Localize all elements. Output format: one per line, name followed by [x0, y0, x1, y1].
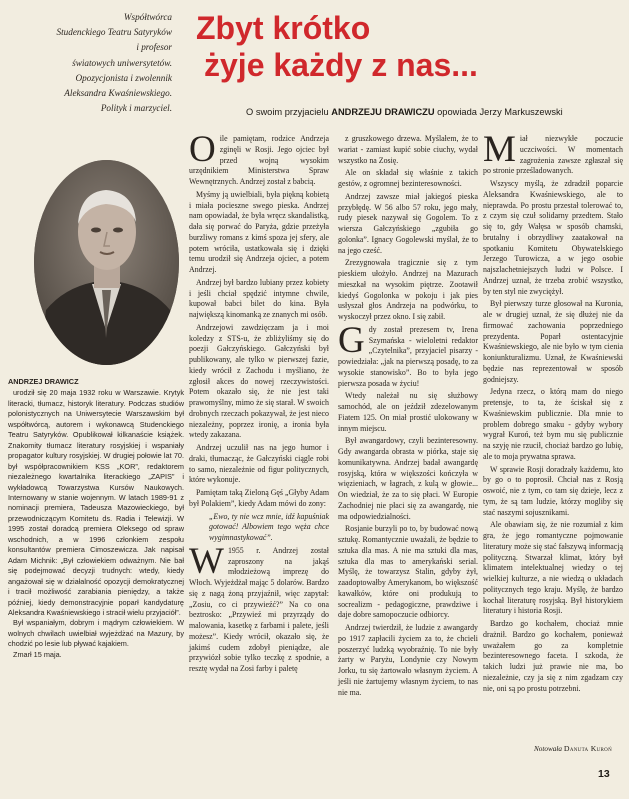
article-paragraph: z gruszkowego drzewa. Myślałem, że to wariat - zamiast kupić sobie ciuchy, wydał wszystko na Zosię. — [338, 134, 478, 165]
article-subtitle — [246, 107, 618, 117]
subtitle-pre: O swoim przyjacielu — [246, 107, 332, 117]
caption-line: Polityk i marzyciel. — [100, 103, 172, 114]
caption-line: Aleksandra Kwaśniewskiego. — [64, 88, 172, 99]
article-paragraph: Bardzo go kochałem, chociaż mnie drażnił. Bardzo go kochałem, ponieważ uważałem go za kompletnie bezinteresownego faceta. I szkoda, że takich ludzi już prawie nie ma, bo niezależnie, czy ja się z nim zgadzam czy nie, oni są po prostu potrzebni. — [483, 619, 623, 693]
bio-name: ANDRZEJ DRAWICZ — [8, 377, 79, 386]
article-paragraph: Oile pamiętam, rodzice Andrzeja zginęli w Rosji. Jego ojciec był przed wojną wysokim urzędnikiem Ministerstwa Spraw Wewnętrznych. Andrzej został z babcią. — [189, 129, 329, 186]
subtitle-name: ANDRZEJU DRAWICZU — [331, 107, 435, 117]
article-paragraph: Andrzej uczulił nas na jego humor i draki, tłumacząc, że Gałczyński ciągle robi to samo, niezależnie od figur politycznych, które wykonuje. — [189, 443, 329, 485]
biography-box — [8, 377, 184, 660]
article-paragraph: Andrzej zawsze miał jakiegoś pieska przybłędę. W 56 albo 57 roku, jego mały, rudy piesek nazywał się Gogolem. To z wiersza Gałczyńskiego „zgubiła go golonka”. Ignacy Gogolewski myślał, że to na jego cześć. — [338, 191, 478, 255]
caption-line: Studenckiego Teatru Satyryków — [56, 27, 172, 38]
page-number: 13 — [598, 768, 610, 780]
bio-paragraph: urodził się 20 maja 1932 roku w Warszawie. Krytyk literacki, tłumacz, historyk literatury. Podczas studiów polonistycznych na Uniwersytecie Warszawskim był współtwórcą, autorem i wykonawcą Studenckiego Teatru Satyryków. Opublikował kilkanaście książek. Znakomity tłumacz literatury rosyjskiej i wspaniały propagator kultury rosyjskiej. W drugiej połowie lat 70. był współpracownikiem KSS „KOR”, redaktorem niezależnego kwartalnika literackiego „ZAPIS” i wykładowcą Towarzystwa Kursów Naukowych. Internowany w stanie wojennym. W latach 1989-91 z nominacji premiera, Tadeusza Mazowieckiego, był przewodniczącym Komitetu ds. Radia i Telewizji. W 1995 został doradcą premiera Oleksego od spraw wschodnich, a w 1996 członkiem zespołu konsultantów premiera Cimoszewicza. Jak napisał Adam Michnik: „Był człowiekiem odważnym. Nie bał się podejmować decyzji trudnych: wtedy, kiedy angażował się w działalność opozycji demokratycznej i tracił możliwość zarabiania pieniędzy, a także później, kiedy demonstracyjnie poparł kandydaturę Aleksandra Kwaśniewskiego i stracił wielu przyjaciół”. — [8, 388, 184, 617]
article-paragraph: Wszyscy myślą, że zdradził poparcie Aleksandra Kwaśniewskiego, ale to nieprawda. Po prostu przestał tolerować to, z czym się czuł solidarny przedtem. Stało się to, gdy Wałęsa w sposób chamski, brutalny i obrzydliwy zaatakował na spotkaniu Komitetu Obywatelskiego Jerzego Turowicza, a w jego osobie najszlachetniejszych ludzi w Polsce. I Andrzej uznał, że trzeba zrobić wszystko, by ten styl nie zwyciężył. — [483, 179, 623, 296]
article-column-3 — [483, 129, 623, 696]
caption-line: i profesor — [136, 42, 172, 53]
article-column-1 — [189, 129, 330, 677]
caption-line: Opozycjonista i zwolennik — [75, 72, 172, 83]
article-paragraph: Zrezygnowała tragicznie się z tym pieskiem ułożyło. Andrzej na Mazurach mieszkał na wysokim piętrze. Zootawił kiedyś Gogolonka w pokoju i jak pies usłyszał głos Andrzeja na podwórku, to wyskoczył przez okno. I się zabił. — [338, 258, 478, 321]
article-title — [196, 10, 496, 84]
article-paragraph: Jedyna rzecz, o którą mam do niego pretensje, to ta, że ściskał się z Kwaśniewskim publicznie. Dla mnie to problem dobrego smaku - gdyby wybory wygrał Kuroń, też bym mu się publicznie na szyję nie rzucił, chociaż bardzo go lubię, ale to moja prywatna sprawa. — [483, 387, 623, 461]
credit-name: Danuta Kuroń — [563, 744, 612, 753]
article-paragraph: Gdy został prezesem tv, Irena Szymańska - wieloletni redaktor „Czytelnika”, przyjaciel pisarzy - powiedziała: „jak na pierwszą posadę, to za wysokie stanowisko”. Bo to była jego pierwsza posada w życiu! — [338, 319, 478, 388]
article-paragraph: Andrzejowi zawdzięczam ja i moi koledzy z STS-u, że zbliżyliśmy się do poezji Gałczyńskiego. Gałczyński był publikowany, ale tylko w pierwszej fazie, kiedy wrócił z Zachodu i myśliano, że zgłosił akces do nowej rzeczywistości. Potem okazało się, że nie jest taki prawomyślny, mimo że się starał. W swoich drobnych rzeczach pokazywał, że jest nieco niezależny, poprzez ironię, a ironia była wtedy zakazana. — [189, 322, 329, 440]
article-paragraph: Ale on składał się właśnie z takich gestów, z ogromnej bezinteresowności. — [338, 168, 478, 188]
article-paragraph: W sprawie Rosji doradzały każdemu, kto by go o to poprosił. Chciał nas z Rosją oswoić, nie z tym, co tam się dzieje, lecz z tym, że są tam ludzie, którzy mogliby się stać naszymi sojusznikami. — [483, 464, 623, 517]
article-paragraph: Ale obawiam się, że nie rozumiał z kim gra, że jego romantyczne pojmowanie literatury może się stać fałszywą informacją polityczną. Stwarzał klimat, który był klimatem intelektualnej wiedzy o tej wielkiej kulturze, a nie wiedzą o układach politycznych tego kraju. Myślę, że bardzo kochał literaturę rosyjską. Był historykiem literatury i historia Rosji. — [483, 520, 623, 616]
article-paragraph: Andrzej był bardzo lubiany przez kobiety i jeśli chciał spędzić intymne chwile, kupował babci bilet do kina. Była największą kinomanką ze znanych mi osób. — [189, 277, 329, 319]
article-paragraph: Był awangardowy, czyli bezinteresowny. Gdy awangarda obrasta w piórka, staje się komunikatywna. Andrzej badał awangardę rosyjską, która w większości kończyła w więzieniach, w łagrach, z kulą w głowie... On wiedział, że za to się płaci. W Europie Zachodniej nie płaci się za awangardę, nie ma odpowiedzialności. — [338, 436, 478, 521]
subtitle-post: opowiada Jerzy Markuszewski — [434, 107, 563, 117]
author-credit — [476, 744, 612, 753]
title-line: żyje każdy z nas... — [204, 47, 478, 83]
title-line: Zbyt krótko — [196, 10, 371, 46]
article-paragraph: Pamiętam taką Zieloną Gęś „Głyby Adam był Polakiem”, kiedy Adam mówi do zony: — [189, 488, 330, 508]
article-paragraph: W1955 r. Andrzej został zaproszony na jakąś młodzieżową imprezę do Włoch. Wyjeżdżał mając 5 dolarów. Bardzo się z nagą żoną przyjaźnił, więc zapytał: „Zosiu, co ci przywieźć?” Na co ona beztrosko: „Przywieź mi przyrządy do malowania, kasetkę z farbami i palete, jeśli możesz”. Kiedy wrócił, okazało się, że jakimś cudem zdobył pieniądze, ale przywiózł sobie tylko teczkę z spodnie, a resztę wydał na Zosi farby i paletę — [189, 540, 329, 673]
bio-paragraph: Zmarł 15 maja. — [13, 649, 62, 659]
article-paragraph: Myśmy ją uwielbiali, była piękną kobietą i miała pocieszne swego pieska. Andrzej nam opowiadał, że była wręcz skandalistką, dała się porwać do Paryża, gdzie przeżyła burzliwy romans z kimś spoza jej sfery, ale potem wróciła, ustatkowała się i dzięki temu urodził się Andrzeja ojciec, a potem Andrzej. — [189, 189, 329, 274]
article-paragraph: Andrzej twierdził, że ludzie z awangardy po 1917 zapłacili życiem za to, że chcieli poszerzyć ludzką wyobraźnię. To nie były żarty w Paryżu, Londynie czy Nowym Jorku, tu się żartowało własnym życiem. A jeśli nie żartujemy własnym życiem, to nas nie ma. — [338, 623, 478, 697]
portrait-photo — [34, 160, 179, 365]
caption-line: światowych uniwersytetów. — [72, 57, 172, 68]
article-column-2 — [338, 134, 478, 700]
bio-paragraph: Był wspaniałym, dobrym i mądrym człowiekiem. W wolnych chwilach uwielbiał wyjeżdżać na Mazury, by chodzić po lesie lub pływać kajakiem. — [8, 618, 184, 649]
caption-line: Współtwórca — [123, 12, 172, 22]
poem-quote: „Ewo, ty nie wcz mnie, idź kapuśniak gotować! Albowiem tego węża chce wygimnastykować”. — [209, 511, 329, 542]
article-paragraph: Był pierwszy turze głosował na Kuronia, ale w drugiej uznał, że się dłużej nie da firmować zachowania poprzedniego prezydenta. Poparł ostentacyjnie Kwaśniewskiego, ale nie było w tym cienia koniunkturalizmu. Uznał, że Kwaśniewski będzie nas reprezentował w sposób godniejszy. — [483, 299, 623, 384]
article-paragraph: Wtedy należał nu się służbowy samochód, ale on jeździł zdezelowanym Fiatem 125. On miał prostić ulokowany w innym miejscu. — [338, 391, 478, 433]
photo-caption — [8, 10, 172, 116]
article-paragraph: Miał niezwykłe poczucie uczciwości. W momentach zagrożenia zawsze zgłaszał się po stronie prześladowanych. — [483, 129, 623, 176]
credit-label: Notowała — [534, 745, 562, 753]
article-paragraph: Rosjanie burzyli po to, by budować nową sztukę. Romantycznie uważali, że będzie to sztuka dla mas. A nie ma sztuki dla mas, sztuka dla mas to amerykański serial. Myślę, że towarzysz Stalin, gdyby żył, zaadoptowałby Amerykanom, bo większość kawałków, które oni produkują to socrealizm - pedagogiczne, prawdziwe i daje dobre samopoczucie odbiorcy. — [338, 524, 478, 620]
portrait-photo-icon — [34, 160, 179, 365]
